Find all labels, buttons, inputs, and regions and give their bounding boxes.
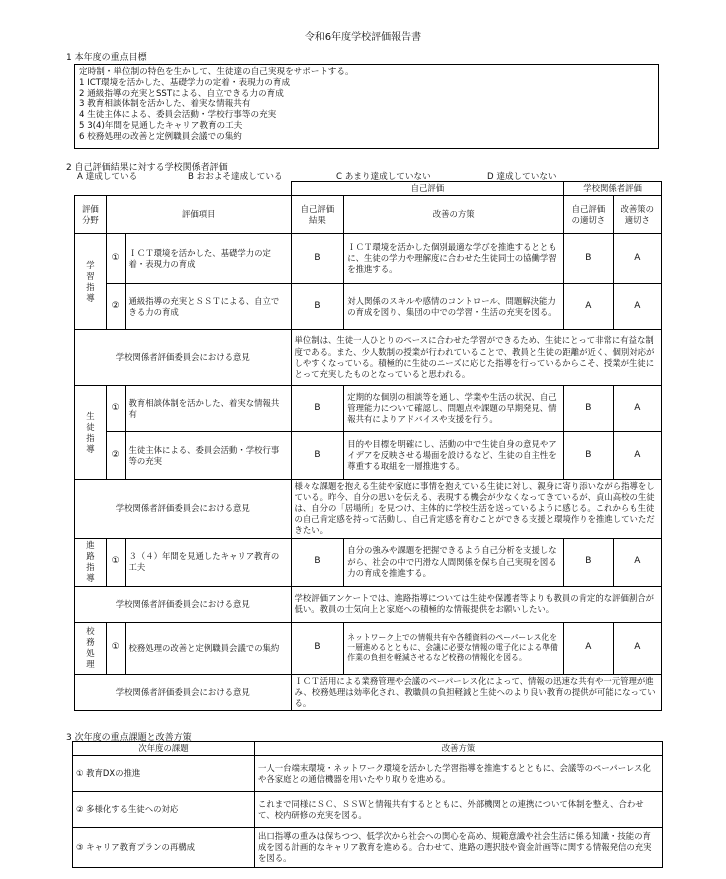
task-cell: ③ キャリア教育プランの再構成 (73, 828, 255, 868)
school-eval-header: 学校関係者評価 (564, 182, 662, 196)
plan-adequacy-cell: A (613, 432, 661, 480)
result-header: 自己評価 結果 (291, 196, 344, 234)
goal-line: 定時制・単位制の特色を生かして、生徒達の自己実現をサポートする。 (79, 67, 354, 77)
goal-line: 6 校務処理の改善と定例職員会議での集約 (79, 131, 242, 142)
row-number: ① (106, 234, 125, 284)
blank-header (75, 182, 292, 196)
committee-label: 学校関係者評価委員会における意見 (75, 330, 292, 386)
item-cell: 生徒主体による、委員会活動・学校行事等の充実 (125, 432, 291, 480)
self-eval-header: 自己評価 (291, 182, 564, 196)
plan-adequacy-cell: A (613, 284, 661, 330)
table-row (75, 432, 662, 480)
result-cell: B (291, 234, 344, 284)
item-cell: 教育相談体制を活かした、着実な情報共有 (125, 386, 291, 432)
result-cell: B (291, 284, 344, 330)
field-cell: 学 習 指 導 (75, 234, 107, 330)
row-number: ② (106, 284, 125, 330)
plan-adequacy-cell: A (613, 538, 661, 586)
goal-line: 4 生徒主体による、委員会活動・学校行事等の充実 (79, 110, 277, 121)
adequacy-header: 自己評価 の適切さ (564, 196, 613, 234)
opinion-row (75, 480, 662, 538)
plan-cell: 自分の強みや課題を把握できるよう自己分析を支援しながら、社会の中で円滑な人間関係を保ち自己実現を図る力の育成を推進する。 (344, 538, 564, 586)
adequacy-cell: B (564, 234, 613, 284)
field-cell: 生 徒 指 導 (75, 386, 107, 480)
adequacy-cell: B (564, 538, 613, 586)
plan-adequacy-header: 改善策の 適切さ (613, 196, 661, 234)
result-cell: B (291, 622, 344, 674)
committee-opinion: ＩＣＴ活用による業務管理や会議のペーパーレス化によって、情報の迅速な共有や一元管理が進み、校務処理は効率化され、教職員の負担軽減と生徒へのより良い教育の提供が可能になっている。 (291, 674, 661, 710)
opinion-row (75, 330, 662, 386)
task-cell: ② 多様化する生徒への対応 (73, 792, 255, 828)
item-cell: ＩＣＴ環境を活かした、基礎学力の定着・表現力の育成 (125, 234, 291, 284)
table-row (75, 538, 662, 586)
plan-cell: ＩＣＴ環境を活かした個別最適な学びを推進するとともに、生徒の学力や理解度に合わせた生徒同士の協働学習を推進する。 (344, 234, 564, 284)
item-cell: ３（４）年間を見通したキャリア教育の工夫 (125, 538, 291, 586)
plan-header: 改善の方策 (344, 196, 564, 234)
task-header: 次年度の課題 (73, 742, 255, 756)
legend-d: D 達成していない (487, 172, 557, 182)
plan-adequacy-cell: A (613, 622, 661, 674)
item-cell: 通級指導の充実とＳＳＴによる、自立できる力の育成 (125, 284, 291, 330)
field-header: 評価 分野 (75, 196, 107, 234)
opinion-row (75, 674, 662, 710)
result-cell: B (291, 386, 344, 432)
adequacy-cell: B (564, 432, 613, 480)
goals-box (74, 64, 659, 149)
page-title: 令和6年度学校評価報告書 (304, 32, 422, 43)
adequacy-cell: B (564, 386, 613, 432)
plan-cell: これまで同様にＳＣ、ＳＳＷと情報共有するとともに、外部機関との連携について体制を整え、合わせて、校内研修の充実を図る。 (255, 792, 663, 828)
row-number: ① (106, 386, 125, 432)
row-number: ① (106, 538, 125, 586)
committee-label: 学校関係者評価委員会における意見 (75, 480, 292, 538)
item-header: 評価項目 (106, 196, 291, 234)
field-cell: 進 路 指 導 (75, 538, 107, 586)
table-row (75, 234, 662, 284)
goal-line: 5 3(4)年間を見通したキャリア教育の工夫 (79, 121, 243, 132)
table-row (73, 792, 663, 828)
committee-label: 学校関係者評価委員会における意見 (75, 674, 292, 710)
table-row (73, 756, 663, 792)
plan-cell: 定期的な個別の相談等を通し、学業や生活の状況、自己管理能力について確認し、問題点や課題の早期発見、情報共有によりアドバイスや支援を行う。 (344, 386, 564, 432)
opinion-row (75, 586, 662, 622)
row-number: ① (106, 622, 125, 674)
goal-line: 3 教育相談体制を活かした、着実な情報共有 (79, 99, 251, 110)
field-cell: 校 務 処 理 (75, 622, 107, 674)
committee-label: 学校関係者評価委員会における意見 (75, 586, 292, 622)
result-cell: B (291, 432, 344, 480)
plan-cell: 対人関係のスキルや感情のコントロール、問題解決能力の育成を図り、集団の中での学習・生活の充実を図る。 (344, 284, 564, 330)
section1-heading: 1 本年度の重点目標 (66, 53, 147, 63)
goal-line: 1 ICT環境を活かした、基礎学力の定着・表現力の育成 (79, 77, 291, 88)
committee-opinion: 学校評価アンケートでは、進路指導については生徒や保護者等よりも教員の肯定的な評価割合が低い。教員の士気向上と家庭への積極的な情報提供をお願いしたい。 (291, 586, 661, 622)
legend-c: C あまり達成していない (336, 172, 431, 182)
plan-cell: ネットワーク上での情報共有や各種資料のペーパーレス化を一層進めるとともに、会議に必要な情報の電子化による準備作業の負担を軽減させるなど校務の情報化を図る。 (344, 622, 564, 674)
section2-heading: 2 自己評価結果に対する学校関係者評価 (66, 163, 228, 173)
goal-line: 2 通級指導の充実とSSTによる、自立できる力の育成 (79, 88, 284, 99)
table-row (75, 622, 662, 674)
legend-b: B おおよそ達成している (188, 172, 283, 182)
result-cell: B (291, 538, 344, 586)
adequacy-cell: A (564, 284, 613, 330)
next-year-table (72, 741, 663, 868)
table-row (73, 828, 663, 868)
task-cell: ① 教育DXの推進 (73, 756, 255, 792)
committee-opinion: 単位制は、生徒一人ひとりのペースに合わせた学習ができるため、生徒にとって非常に有益な制度である。また、少人数制の授業が行われていることで、教員と生徒の距離が近く、個別対応がしやすくなっている。積極的に生徒のニーズに応じた指導を行っているからこそ、授業が生徒にとって充実したものとなっていると思われる。 (291, 330, 661, 386)
row-number: ② (106, 432, 125, 480)
plan-header: 改善方策 (255, 742, 663, 756)
plan-adequacy-cell: A (613, 386, 661, 432)
item-cell: 校務処理の改善と定例職員会議での集約 (125, 622, 291, 674)
section3-heading: 3 次年度の重点課題と改善方策 (66, 733, 192, 743)
table-row (75, 284, 662, 330)
plan-adequacy-cell: A (613, 234, 661, 284)
plan-cell: 一人一台端末環境・ネットワーク環境を活かした学習指導を推進するとともに、会議等のペーパーレス化や各家庭との通信機器を用いたやり取りを進める。 (255, 756, 663, 792)
plan-cell: 目的や目標を明確にし、活動の中で生徒自身の意見やアイデアを反映させる場面を設けるなど、生徒の自主性を尊重する取組を一層推進する。 (344, 432, 564, 480)
plan-cell: 出口指導の重みは保ちつつ、低学次から社会への関心を高め、規範意識や社会生活に係る知識・技能の育成を図る計画的なキャリア教育を進める。合わせて、進路の選択肢や資金計画等に関する情報発信の充実を図る。 (255, 828, 663, 868)
legend-a: A 達成している (77, 172, 138, 182)
evaluation-table (74, 181, 662, 711)
table-row (75, 386, 662, 432)
committee-opinion: 様々な課題を抱える生徒や家庭に事情を抱えている生徒に対し、親身に寄り添いながら指導をしている。昨今、自分の思いを伝える、表現する機会が少なくなってきているが、貞山高校の生徒は、自分の「居場所」を見つけ、主体的に学校生活を送っているように感じる。これからも生徒の自己肯定感を持って活動し、自己肯定感を育むことができる支援と環境作りを推進していただきたい。 (291, 480, 661, 538)
adequacy-cell: A (564, 622, 613, 674)
